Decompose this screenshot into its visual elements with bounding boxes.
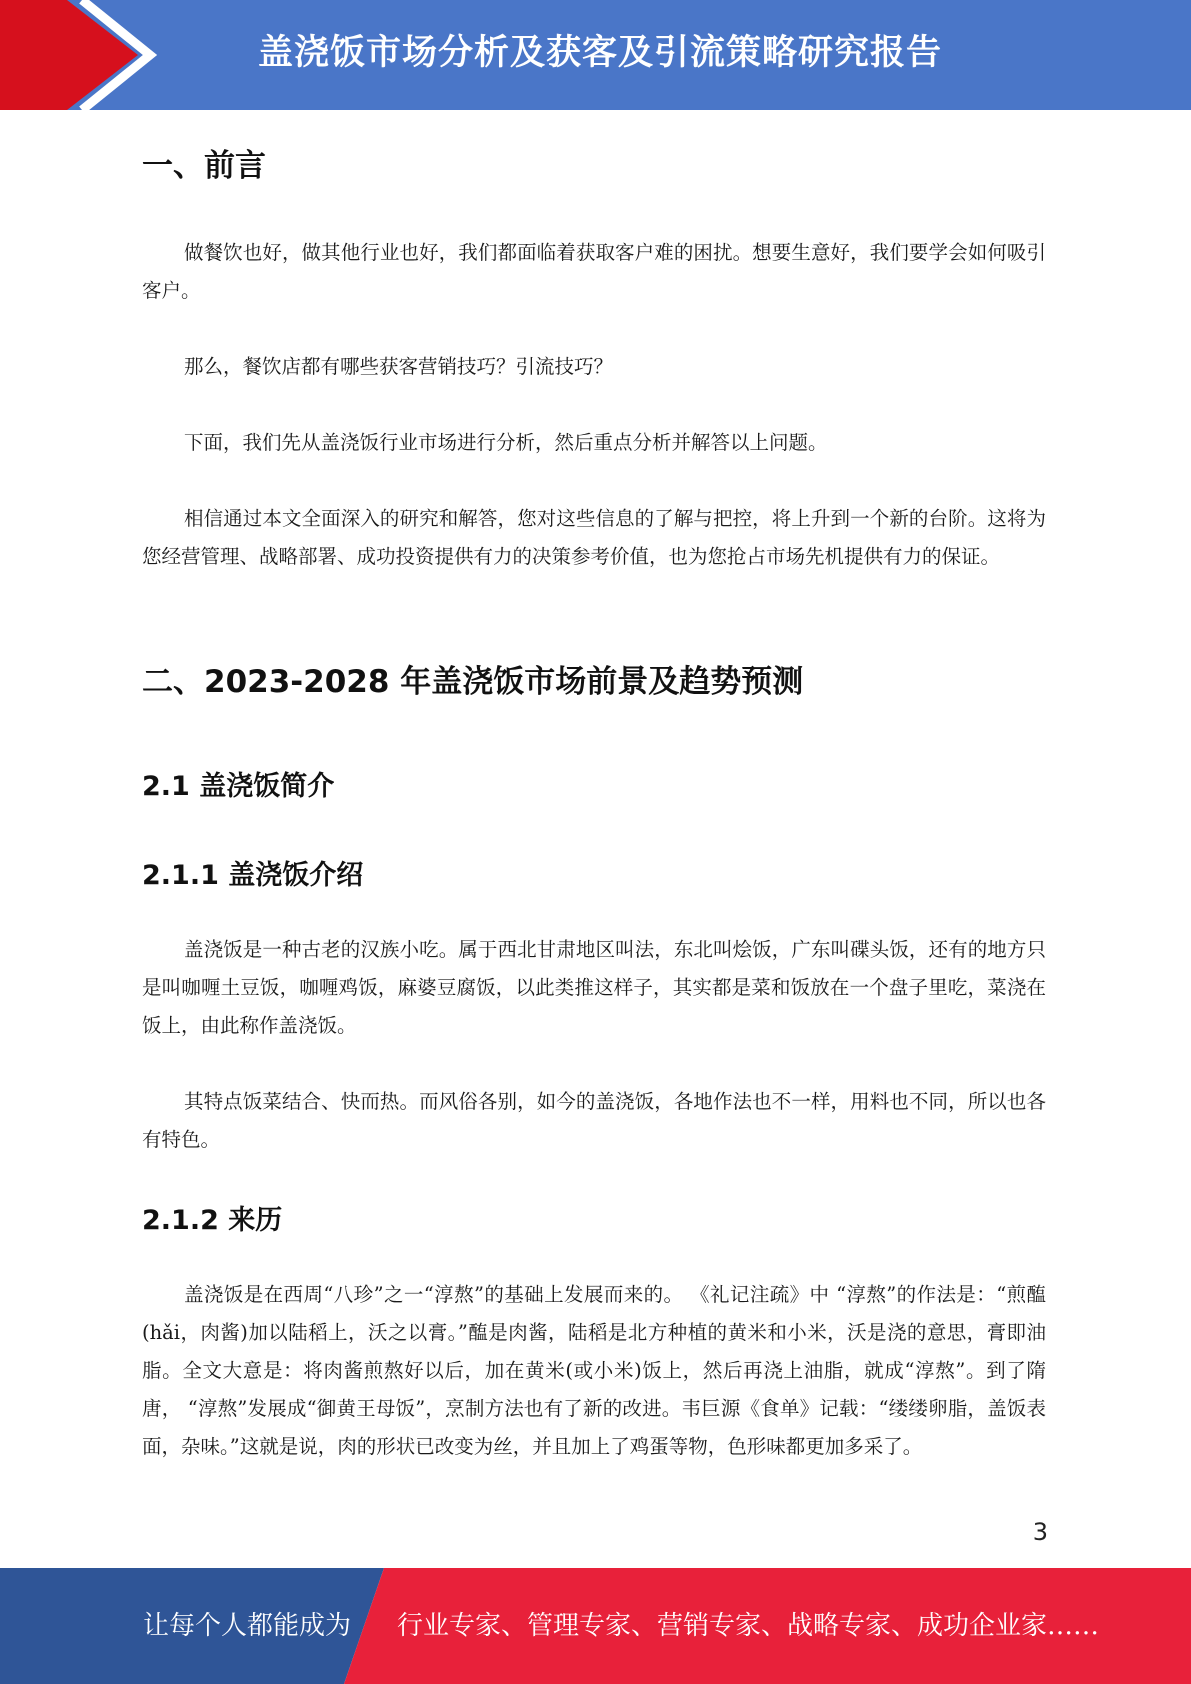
section-1-paragraph-1: 做餐饮也好，做其他行业也好，我们都面临着获取客户难的困扰。想要生意好，我们要学会如何吸引客户。: [142, 241, 1046, 302]
section-2-1-2-heading: 2.1.2 来历: [142, 1205, 283, 1236]
section-1-paragraph-2: 那么，餐饮店都有哪些获客营销技巧？引流技巧？: [184, 355, 614, 378]
section-2-1-1-heading: 2.1.1 盖浇饭介绍: [142, 860, 364, 891]
footer-slogan-left: 让每个人都能成为: [143, 1611, 352, 1641]
section-2-1-1-paragraph-1: 盖浇饭是一种古老的汉族小吃。属于西北甘肃地区叫法，东北叫烩饭，广东叫碟头饭，还有的地方只是叫咖喱土豆饭，咖喱鸡饭，麻婆豆腐饭，以此类推这样子，其实都是菜和饭放在一个盘子里吃，菜浇在饭上，由此称作盖浇饭。: [142, 938, 1046, 1037]
report-title: 盖浇饭市场分析及获客及引流策略研究报告: [258, 33, 943, 73]
page-number: 3: [1032, 1518, 1048, 1546]
page-header: [0, 0, 1191, 110]
header-arrow-decoration: [0, 0, 160, 110]
section-2-1-heading: 2.1 盖浇饭简介: [142, 771, 335, 802]
section-1-paragraph-4: 相信通过本文全面深入的研究和解答，您对这些信息的了解与把控，将上升到一个新的台阶。这将为您经营管理、战略部署、成功投资提供有力的决策参考价值，也为您抢占市场先机提供有力的保证。: [142, 507, 1046, 568]
section-2-heading: 二、2023-2028 年盖浇饭市场前景及趋势预测: [142, 664, 804, 700]
section-2-1-2-paragraph-1: 盖浇饭是在西周“八珍”之一“淳熬”的基础上发展而来的。 《礼记注疏》中 “淳熬”的作法是：“煎醢(hǎi，肉酱)加以陆稻上，沃之以膏。”醢是肉酱，陆稻是北方种植的黄米和小米，沃是浇的意思，膏即油脂。全文大意是：将肉酱煎熬好以后，加在黄米(或小米)饭上，然后再浇上油脂，就成“淳熬”。到了隋唐， “淳熬”发展成“御黄王母饭”，烹制方法也有了新的改进。韦巨源《食单》记载：“缕缕卵脂，盖饭表面，杂味。”这就是说，肉的形状已改变为丝，并且加上了鸡蛋等物，色形味都更加多采了。: [142, 1283, 1046, 1458]
header-red-arrow: [0, 0, 138, 110]
footer-slogan-right: 行业专家、管理专家、营销专家、战略专家、成功企业家……: [397, 1611, 1100, 1641]
section-1-paragraph-3: 下面，我们先从盖浇饭行业市场进行分析，然后重点分析并解答以上问题。: [184, 431, 828, 454]
page-footer: [0, 1568, 1191, 1684]
section-1-heading: 一、前言: [142, 148, 266, 184]
section-2-1-1-paragraph-2: 其特点饭菜结合、快而热。而风俗各别，如今的盖浇饭，各地作法也不一样，用料也不同，所以也各有特色。: [142, 1090, 1046, 1151]
